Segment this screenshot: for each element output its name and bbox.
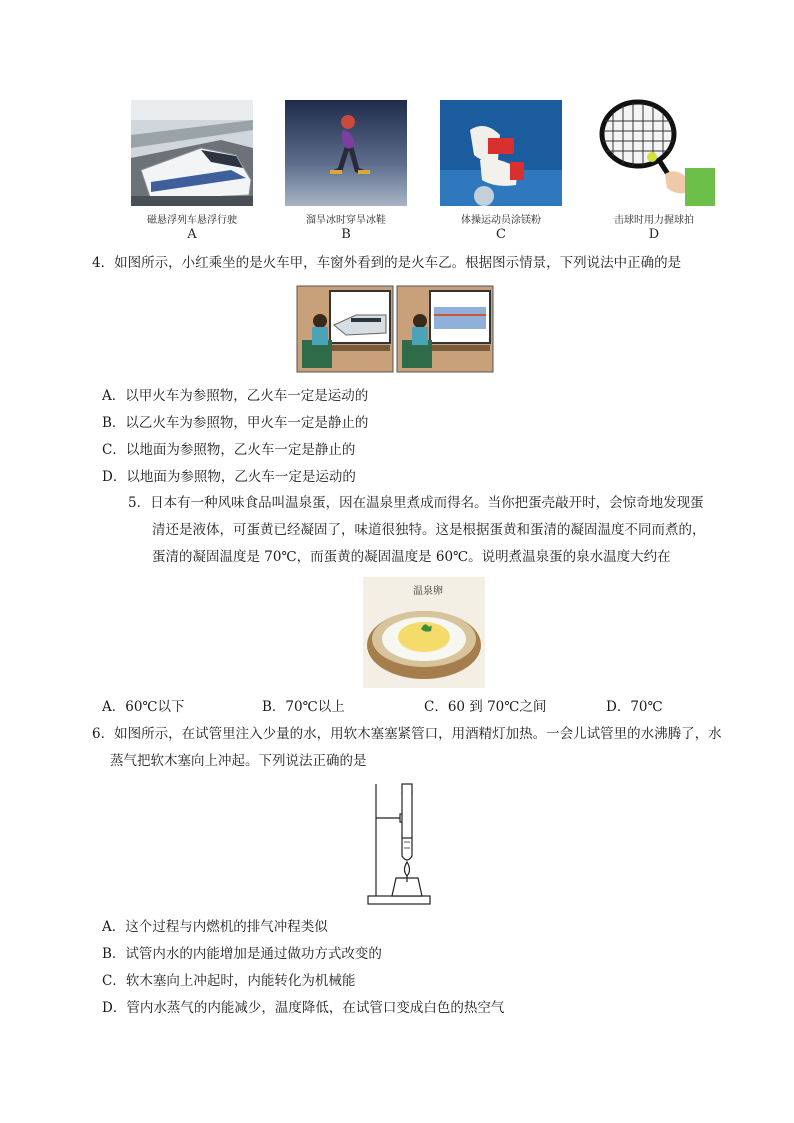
q6-stem-line-2: 蒸气把软木塞向上冲起。下列说法正确的是 [110,753,367,769]
q6-option-d: D．管内水蒸气的内能减少，温度降低，在试管口变成白色的热空气 [102,1000,505,1016]
maglev-train-photo [131,100,253,206]
image-caption-b: 溜旱冰时穿旱冰鞋 [306,215,386,226]
image-letter-b: B [341,227,351,242]
q5-stem-line-3: 蛋清的凝固温度是 70℃，而蛋黄的凝固温度是 60℃。说明煮温泉蛋的泉水温度大约在 [152,549,671,565]
q4-option-a: A．以甲火车为参照物，乙火车一定是运动的 [102,388,369,404]
q4-option-d: D．以地面为参照物，乙火车一定是运动的 [102,469,356,485]
q4-option-c: C．以地面为参照物，乙火车一定是静止的 [102,442,356,458]
q5-option-c: C．60 到 70℃之间 [424,699,547,715]
q4-option-b: B．以乙火车为参照物，甲火车一定是静止的 [102,415,369,431]
image-letter-a: A [187,227,197,242]
train-window-illustration [296,285,494,373]
q5-option-a: A．60℃以下 [102,699,185,715]
onsen-egg-label: 温泉卵 [413,586,443,597]
q5-stem-line-1: 5．日本有一种风味食品叫温泉蛋，因在温泉里煮成而得名。当你把蛋壳敲开时，会惊奇地发现蛋 [128,495,704,511]
image-caption-c: 体操运动员涂镁粉 [461,215,541,226]
q4-stem: 4．如图所示，小红乘坐的是火车甲，车窗外看到的是火车乙。根据图示情景，下列说法中正确的是 [92,255,682,271]
image-caption-a: 磁悬浮列车悬浮行驶 [147,215,237,226]
rollerskating-photo [285,100,407,206]
q6-option-b: B．试管内水的内能增加是通过做功方式改变的 [102,946,382,962]
q5-option-d: D．70℃ [606,699,663,715]
image-letter-c: C [496,227,506,242]
q6-option-c: C．软木塞向上冲起时，内能转化为机械能 [102,973,356,989]
gymnast-chalk-photo [440,100,562,206]
q5-stem-line-2: 清还是液体，可蛋黄已经凝固了，味道很独特。这是根据蛋黄和蛋清的凝固温度不同而煮的， [152,522,706,538]
q5-option-b: B．70℃以上 [262,699,345,715]
q6-option-a: A．这个过程与内燃机的排气冲程类似 [102,919,328,935]
q6-stem-line-1: 6．如图所示，在试管里注入少量的水，用软木塞塞紧管口，用酒精灯加热。一会儿试管里的水沸腾了，水 [92,726,722,742]
tennis-racket-photo [593,96,715,206]
test-tube-heating-diagram [364,778,434,908]
image-caption-d: 击球时用力握球拍 [614,215,694,226]
image-letter-d: D [648,227,660,242]
